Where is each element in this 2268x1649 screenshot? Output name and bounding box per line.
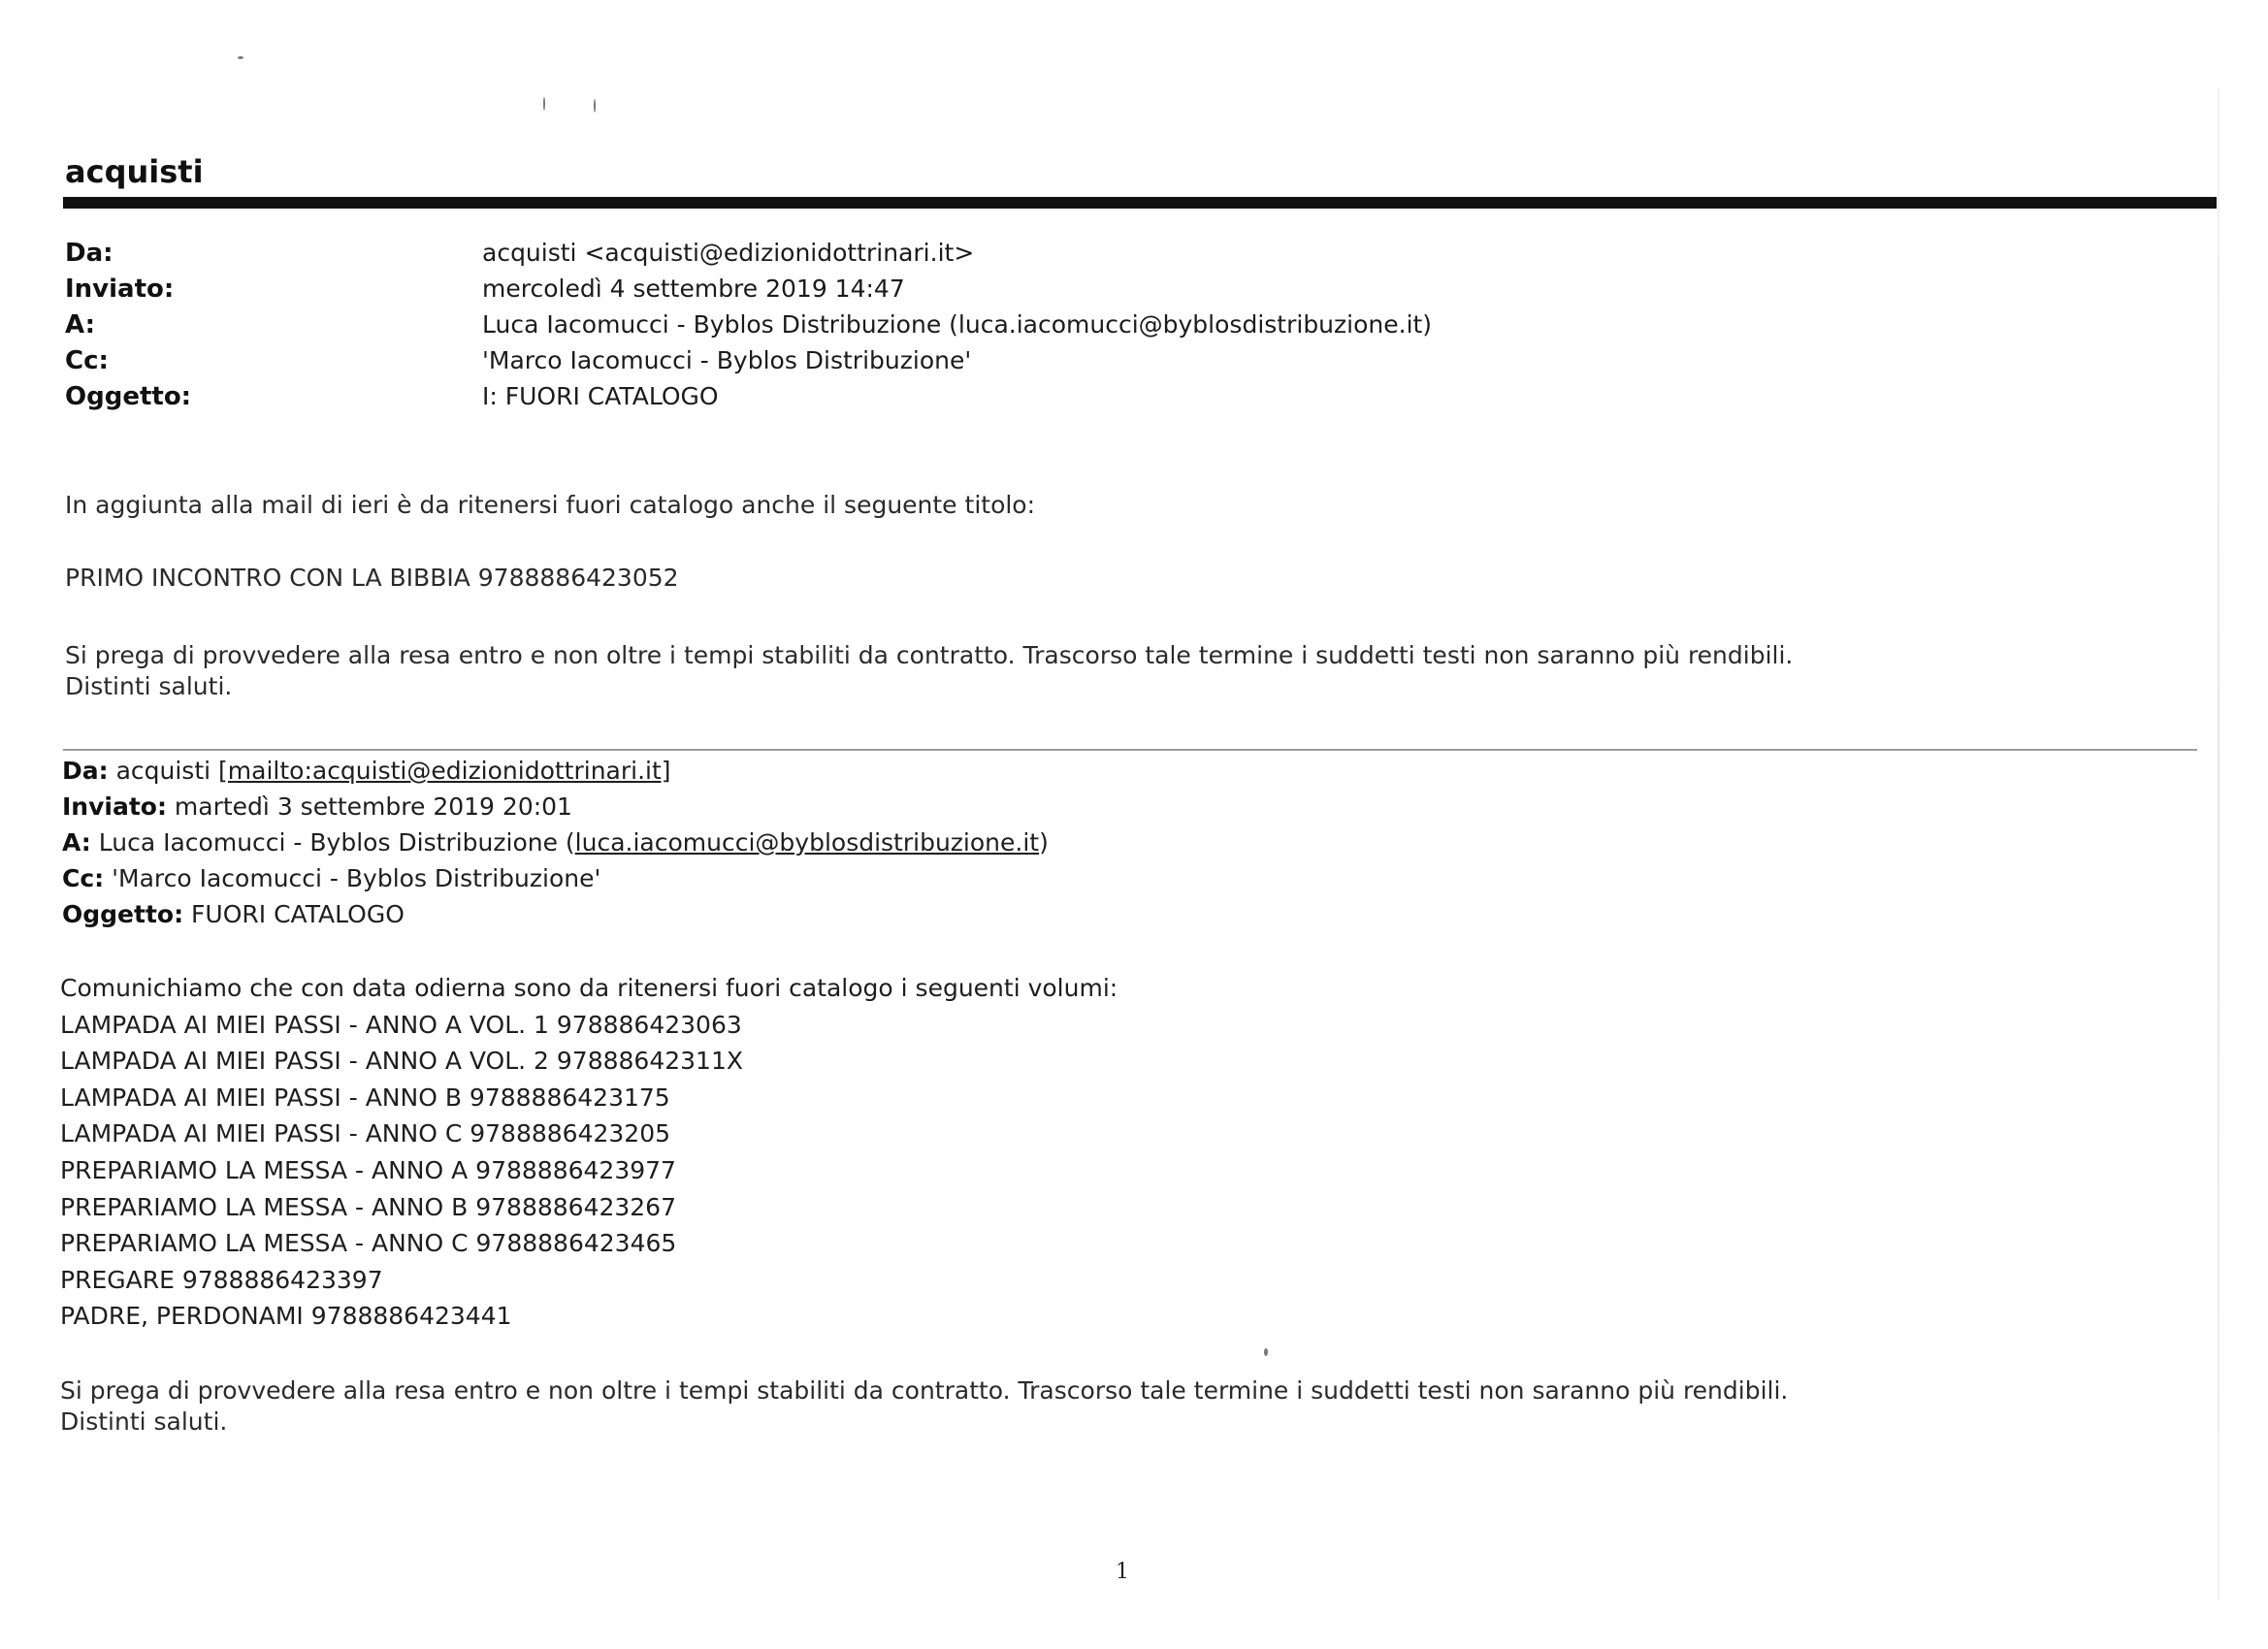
- forwarded-sent-label: Inviato:: [62, 792, 167, 821]
- forwarded-cc-label: Cc:: [62, 864, 105, 892]
- forwarded-closing-2: Distinti saluti.: [60, 1407, 228, 1436]
- header-value-subject: I: FUORI CATALOGO: [482, 382, 719, 410]
- header-value-to: Luca Iacomucci - Byblos Distribuzione (luca.iacomucci@byblosdistribuzione.it): [482, 310, 1433, 339]
- forwarded-to-name: Luca Iacomucci - Byblos Distribuzione (: [98, 828, 575, 857]
- header-row-cc: [65, 345, 2199, 381]
- list-item: LAMPADA AI MIEI PASSI - ANNO A VOL. 2 97888642311X: [60, 1047, 743, 1076]
- header-value-cc: 'Marco Iacomucci - Byblos Distribuzione': [482, 346, 972, 374]
- email-header: [65, 238, 2199, 417]
- header-row-subject: [65, 381, 2199, 417]
- forwarded-sent-value: martedì 3 settembre 2019 20:01: [174, 792, 572, 821]
- list-item: LAMPADA AI MIEI PASSI - ANNO C 9788886423205: [60, 1119, 671, 1148]
- forwarded-from-row: [62, 753, 1049, 789]
- header-label-subject: Oggetto:: [65, 382, 192, 411]
- body-closing-2: Distinti saluti.: [65, 672, 233, 700]
- forwarded-to-row: [62, 824, 1049, 860]
- forwarded-from-label: Da:: [62, 757, 109, 785]
- list-item: PREGARE 9788886423397: [60, 1265, 383, 1294]
- forwarded-header: [62, 753, 1049, 932]
- forwarded-to-email-link[interactable]: luca.iacomucci@byblosdistribuzione.it: [574, 828, 1040, 857]
- forwarded-closing-1: Si prega di provvedere alla resa entro e non oltre i tempi stabiliti da contratto. Trascorso tale termine i suddetti testi non saranno più rendibili.: [60, 1376, 1789, 1405]
- forwarded-intro: Comunichiamo che con data odierna sono da ritenersi fuori catalogo i seguenti volumi:: [60, 974, 1118, 1002]
- forwarded-subject-value: FUORI CATALOGO: [191, 900, 405, 928]
- header-label-to: A:: [65, 310, 96, 340]
- quoted-message-separator: [63, 749, 2197, 751]
- list-item: PREPARIAMO LA MESSA - ANNO A 9788886423977: [60, 1155, 676, 1184]
- list-item: PREPARIAMO LA MESSA - ANNO C 9788886423465: [60, 1229, 677, 1258]
- body-intro: In aggiunta alla mail di ieri è da ritenersi fuori catalogo anche il seguente titolo:: [65, 491, 1036, 519]
- title-rule: [63, 197, 2217, 209]
- forwarded-sent-row: [62, 789, 1049, 824]
- forwarded-subject-row: [62, 896, 1049, 932]
- header-label-sent: Inviato:: [65, 275, 175, 304]
- forwarded-subject-label: Oggetto:: [62, 900, 184, 928]
- forwarded-from-name: acquisti: [115, 757, 211, 785]
- forwarded-cc-row: [62, 860, 1049, 896]
- header-row-sent: [65, 274, 2199, 309]
- header-row-to: [65, 309, 2199, 345]
- scan-edge-shadow: [2218, 87, 2219, 1600]
- header-row-from: [65, 238, 2199, 274]
- header-value-from: acquisti <acquisti@edizionidottrinari.it>: [482, 239, 975, 267]
- forwarded-to-label: A:: [62, 828, 91, 857]
- scan-speck: [1264, 1348, 1268, 1356]
- body-closing-1: Si prega di provvedere alla resa entro e non oltre i tempi stabiliti da contratto. Trascorso tale termine i suddetti testi non saranno più rendibili.: [65, 641, 1794, 669]
- forwarded-to-close: ): [1039, 828, 1049, 857]
- list-item: PREPARIAMO LA MESSA - ANNO B 9788886423267: [60, 1192, 676, 1221]
- forwarded-from-mailto-link[interactable]: [mailto:acquisti@edizionidottrinari.it]: [218, 757, 671, 785]
- list-item: LAMPADA AI MIEI PASSI - ANNO B 9788886423175: [60, 1083, 670, 1112]
- list-item: LAMPADA AI MIEI PASSI - ANNO A VOL. 1 978886423063: [60, 1010, 742, 1039]
- email-owner-title: acquisti: [65, 153, 204, 190]
- scan-speck: [594, 99, 596, 113]
- scan-speck: [543, 97, 545, 111]
- scan-speck: [238, 56, 243, 59]
- out-of-catalog-list: [60, 970, 1118, 1335]
- body-title-line: PRIMO INCONTRO CON LA BIBBIA 9788886423052: [65, 564, 679, 592]
- forwarded-cc-value: 'Marco Iacomucci - Byblos Distribuzione': [112, 864, 601, 892]
- header-label-cc: Cc:: [65, 346, 109, 375]
- list-item: PADRE, PERDONAMI 9788886423441: [60, 1302, 512, 1331]
- header-value-sent: mercoledì 4 settembre 2019 14:47: [482, 275, 905, 303]
- page-number: 1: [1116, 1560, 1129, 1584]
- header-label-from: Da:: [65, 239, 113, 268]
